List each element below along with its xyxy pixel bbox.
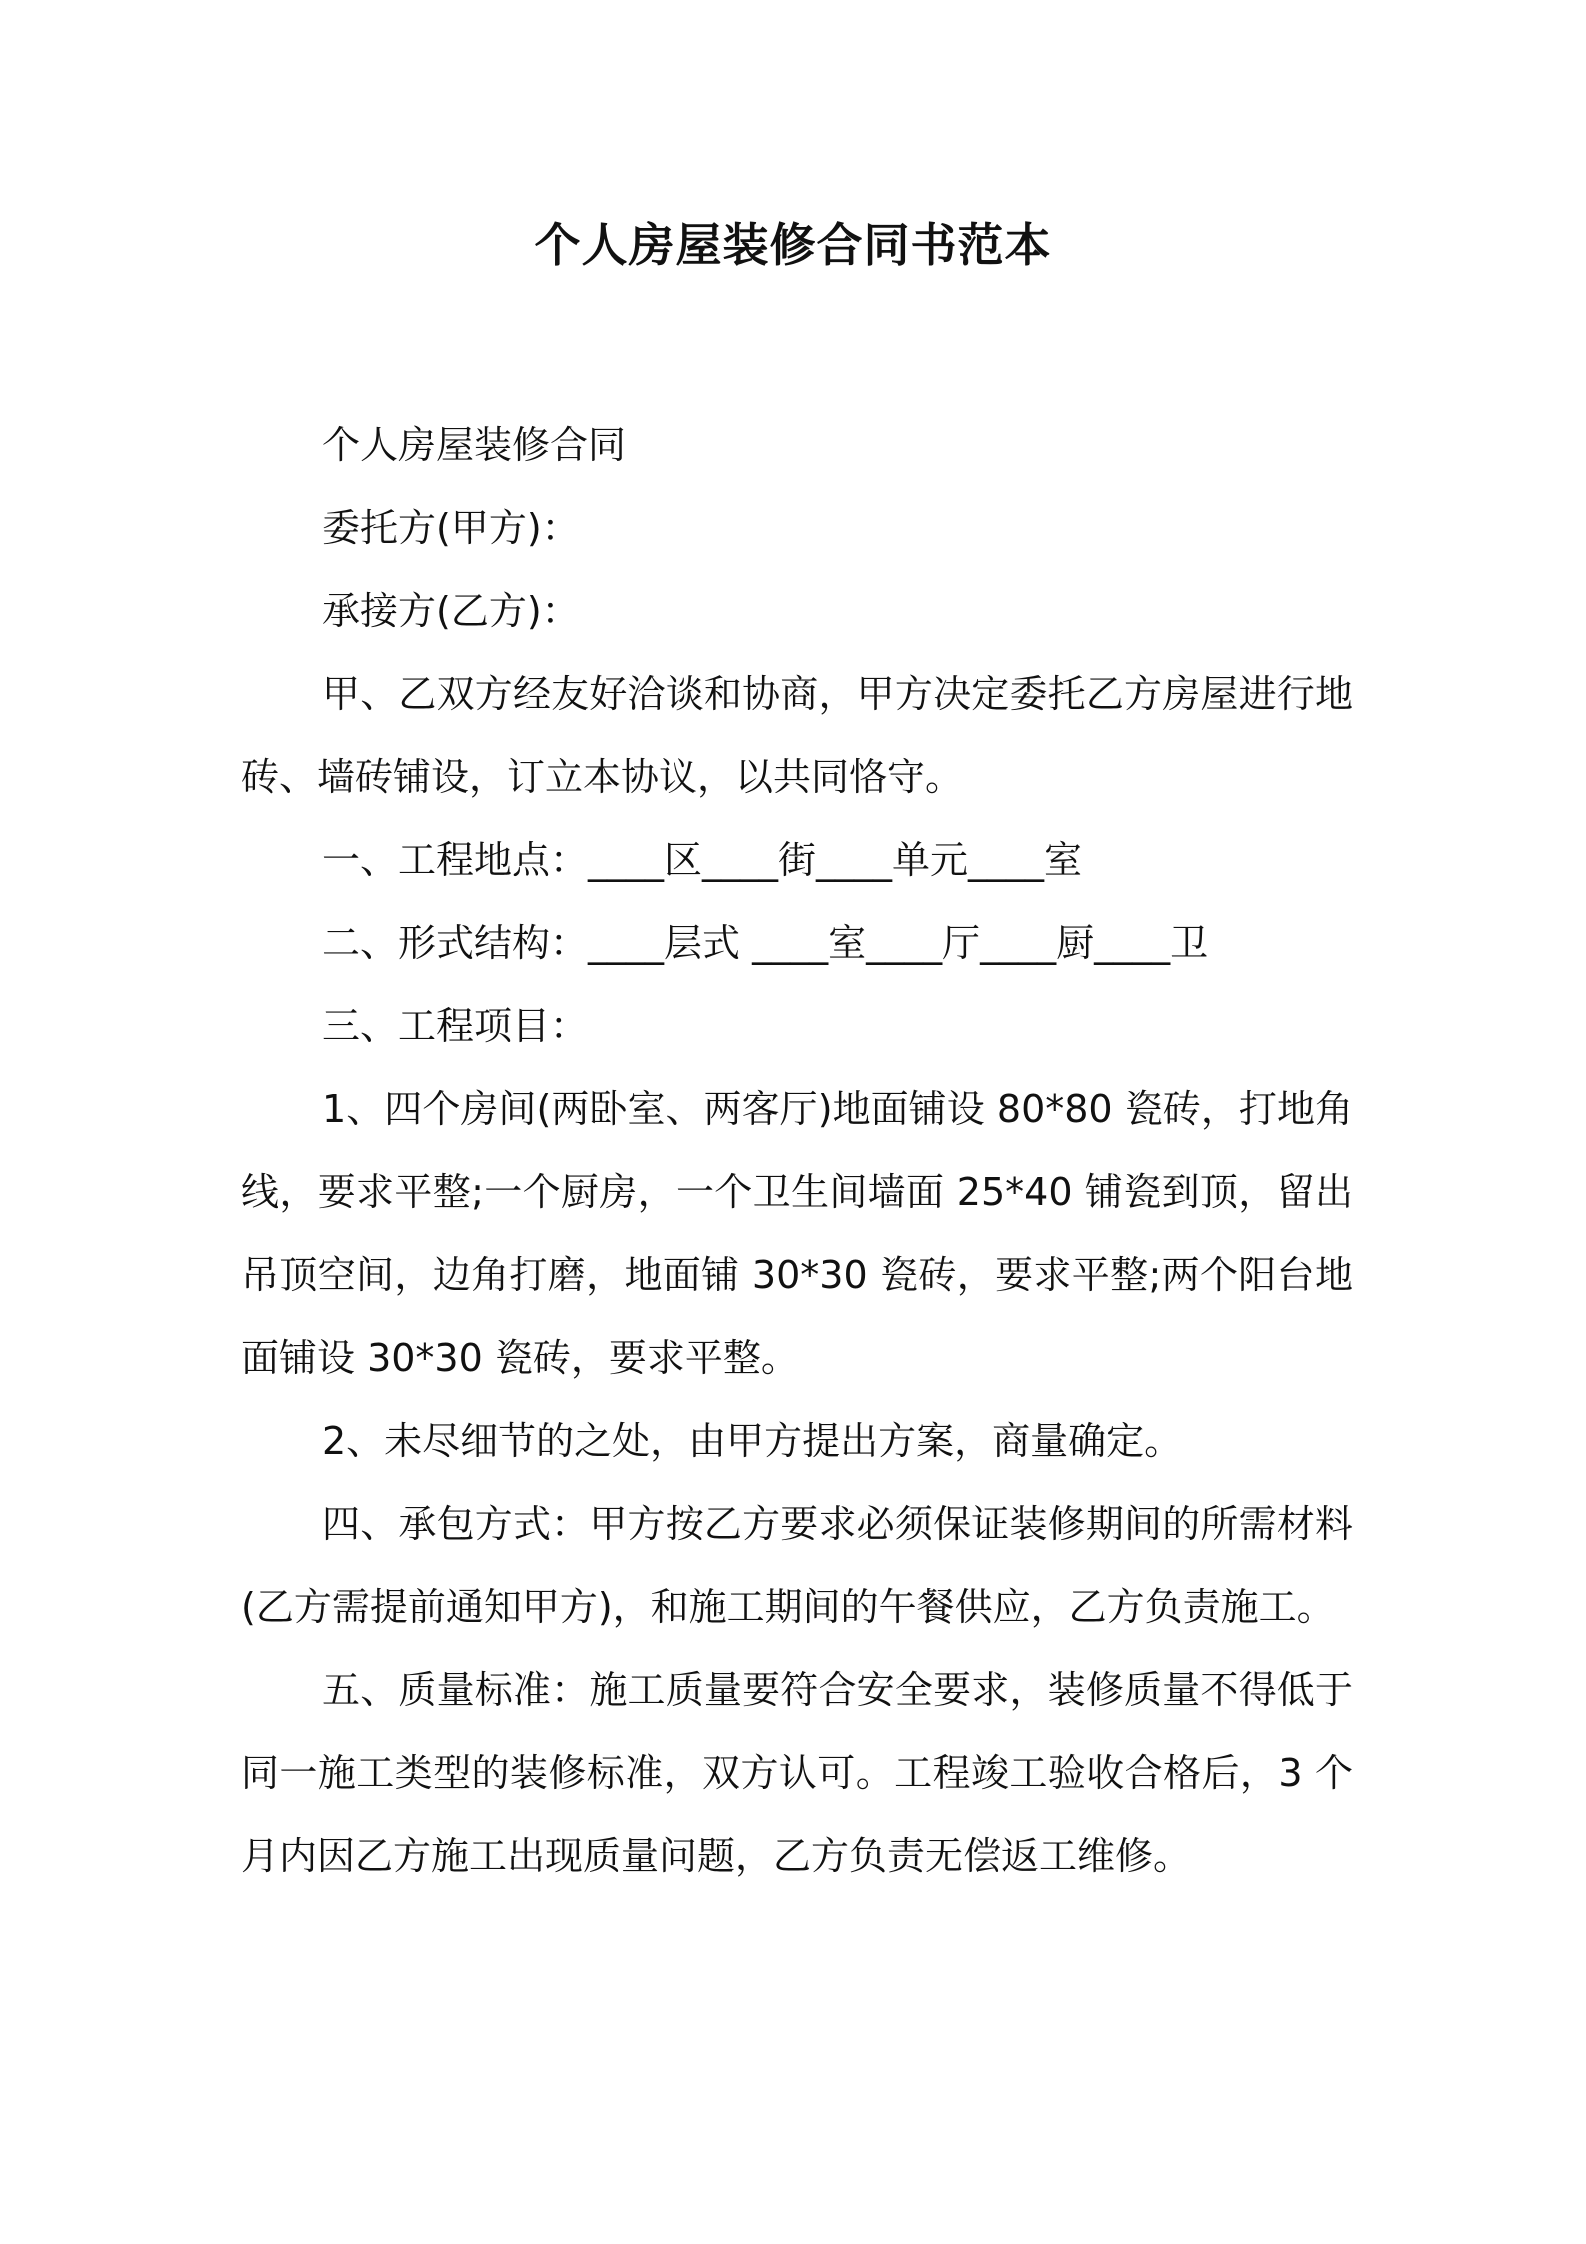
clause-project-item-2: 2、未尽细节的之处，由甲方提出方案，商量确定。 [322,1419,1183,1463]
clause-project-item-1: 1、四个房间(两卧室、两客厅)地面铺设 80*80 瓷砖，打地角线，要求平整;一个厨房，一个卫生间墙面 25*40 铺瓷到顶，留出吊顶空间，边角打磨，地面铺 30*30 瓷砖，要求平整;两个阳台地面铺设 30*30 瓷砖，要求平整。 [241,1087,1353,1380]
agreement-intro: 甲、乙双方经友好洽谈和协商，甲方决定委托乙方房屋进行地砖、墙砖铺设，订立本协议，以共同恪守。 [241,672,1353,799]
clause-quality-standard: 五、质量标准：施工质量要符合安全要求，装修质量不得低于同一施工类型的装修标准，双方认可。工程竣工验收合格后，3 个月内因乙方施工出现质量问题，乙方负责无偿返工维修。 [241,1668,1353,1878]
party-b-line: 承接方(乙方)： [322,589,580,633]
clause-contract-method: 四、承包方式：甲方按乙方要求必须保证装修期间的所需材料(乙方需提前通知甲方)，和施工期间的午餐供应，乙方负责施工。 [241,1502,1353,1629]
contract-heading: 个人房屋装修合同 [322,423,627,467]
clause-location: 一、工程地点：____区____街____单元____室 [322,838,1083,882]
party-a-line: 委托方(甲方)： [322,506,580,550]
document-body [241,404,1353,1898]
clause-structure: 二、形式结构：____层式 ____室____厅____厨____卫 [322,921,1209,965]
clause-project-heading: 三、工程项目： [322,1004,589,1048]
document-title: 个人房屋装修合同书范本 [534,218,1052,272]
